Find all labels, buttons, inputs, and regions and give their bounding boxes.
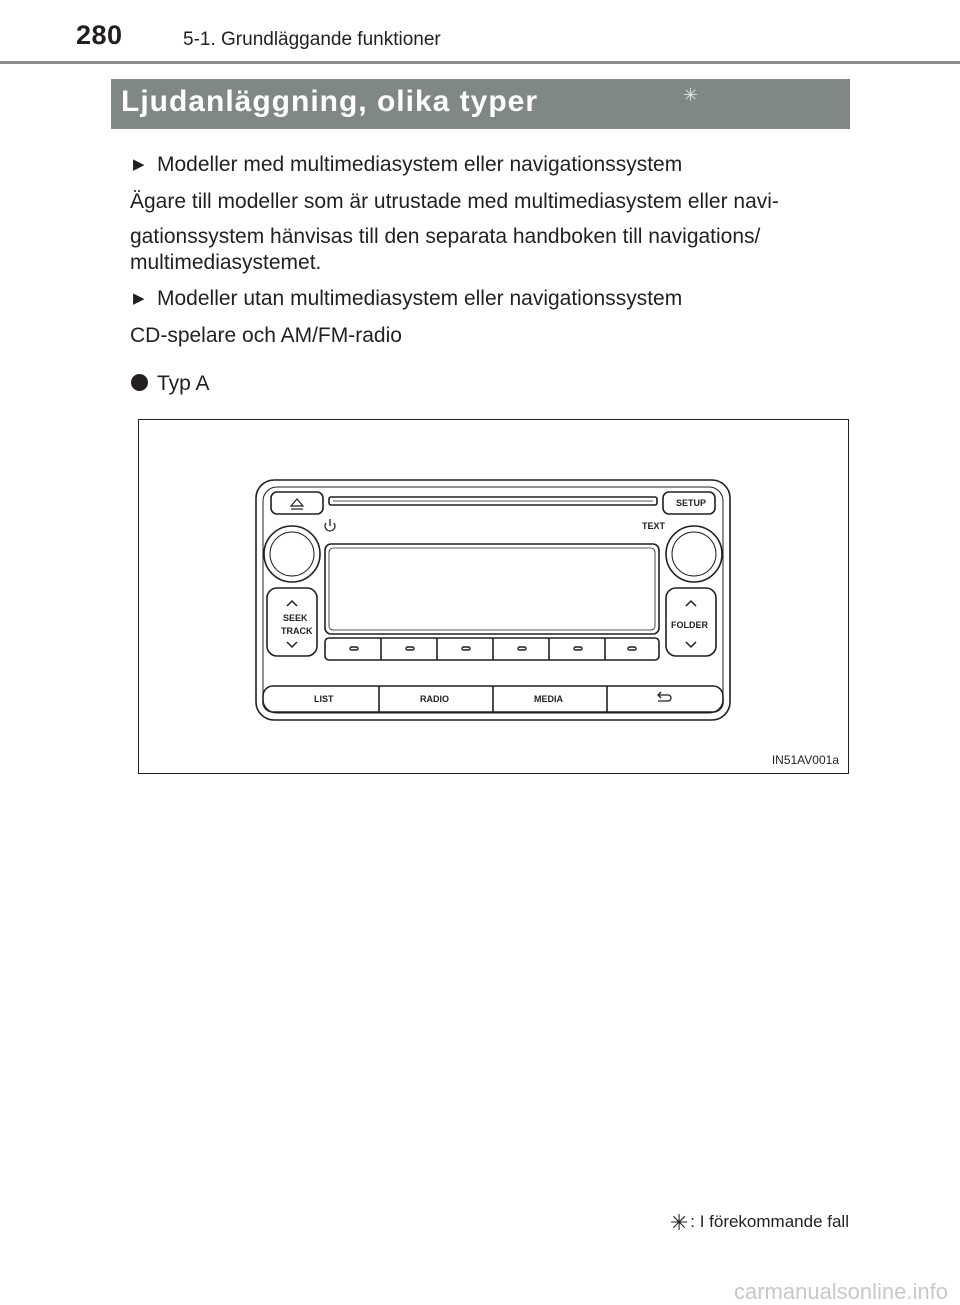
radio-label: RADIO (420, 694, 449, 704)
figure-frame (138, 419, 849, 774)
preset-5-mark (574, 647, 582, 650)
type-a-label: Typ A (157, 372, 210, 395)
section-title-bar (111, 79, 850, 129)
preset-3-mark (462, 647, 470, 650)
media-label: MEDIA (534, 694, 563, 704)
item1-line-1: Ägare till modeller som är utrustade med multimediasystem eller navi- (130, 190, 779, 213)
eject-icon (291, 499, 303, 509)
round-bullet-icon (131, 374, 148, 391)
audio-unit-illustration (139, 420, 847, 772)
item2-heading: Modeller utan multimediasystem eller navigationssystem (157, 287, 683, 310)
text-label: TEXT (642, 521, 666, 531)
seek-label: SEEK (283, 613, 308, 623)
chevron-down-icon (686, 642, 696, 647)
page-number: 280 (76, 20, 123, 50)
figure-code: IN51AV001a (771, 753, 839, 767)
title-marker-icon: ✳ (683, 85, 699, 105)
track-label: TRACK (281, 626, 313, 636)
back-arrow-icon (658, 692, 671, 701)
list-label: LIST (314, 694, 334, 704)
item1-line-2: gationssystem hänvisas till den separata handboken till navigations/ (130, 225, 761, 248)
triangle-bullet-icon: ▶ (133, 156, 145, 173)
item1-heading: Modeller med multimediasystem eller navigationssystem (157, 153, 683, 176)
item1-line-3: multimediasystemet. (130, 251, 322, 274)
preset-6-mark (628, 647, 636, 650)
chevron-up-icon (287, 601, 297, 606)
preset-4-mark (518, 647, 526, 650)
chapter-title: 5-1. Grundläggande funktioner (183, 29, 441, 50)
footnote (670, 1210, 849, 1236)
footnote-text: : I förekommande fall (690, 1212, 849, 1231)
section-title: Ljudanläggning, olika typer (121, 85, 539, 118)
triangle-bullet-icon: ▶ (133, 290, 145, 307)
setup-label: SETUP (676, 498, 707, 508)
chevron-up-icon (686, 601, 696, 606)
footnote-marker-icon: ✳ (669, 1210, 689, 1235)
preset-1-mark (350, 647, 358, 650)
power-icon (325, 519, 335, 531)
header-rule (0, 61, 960, 64)
chevron-down-icon (287, 642, 297, 647)
preset-2-mark (406, 647, 414, 650)
item2-text: CD-spelare och AM/FM-radio (130, 324, 402, 347)
watermark: carmanualsonline.info (733, 1279, 948, 1304)
folder-label: FOLDER (671, 620, 708, 630)
